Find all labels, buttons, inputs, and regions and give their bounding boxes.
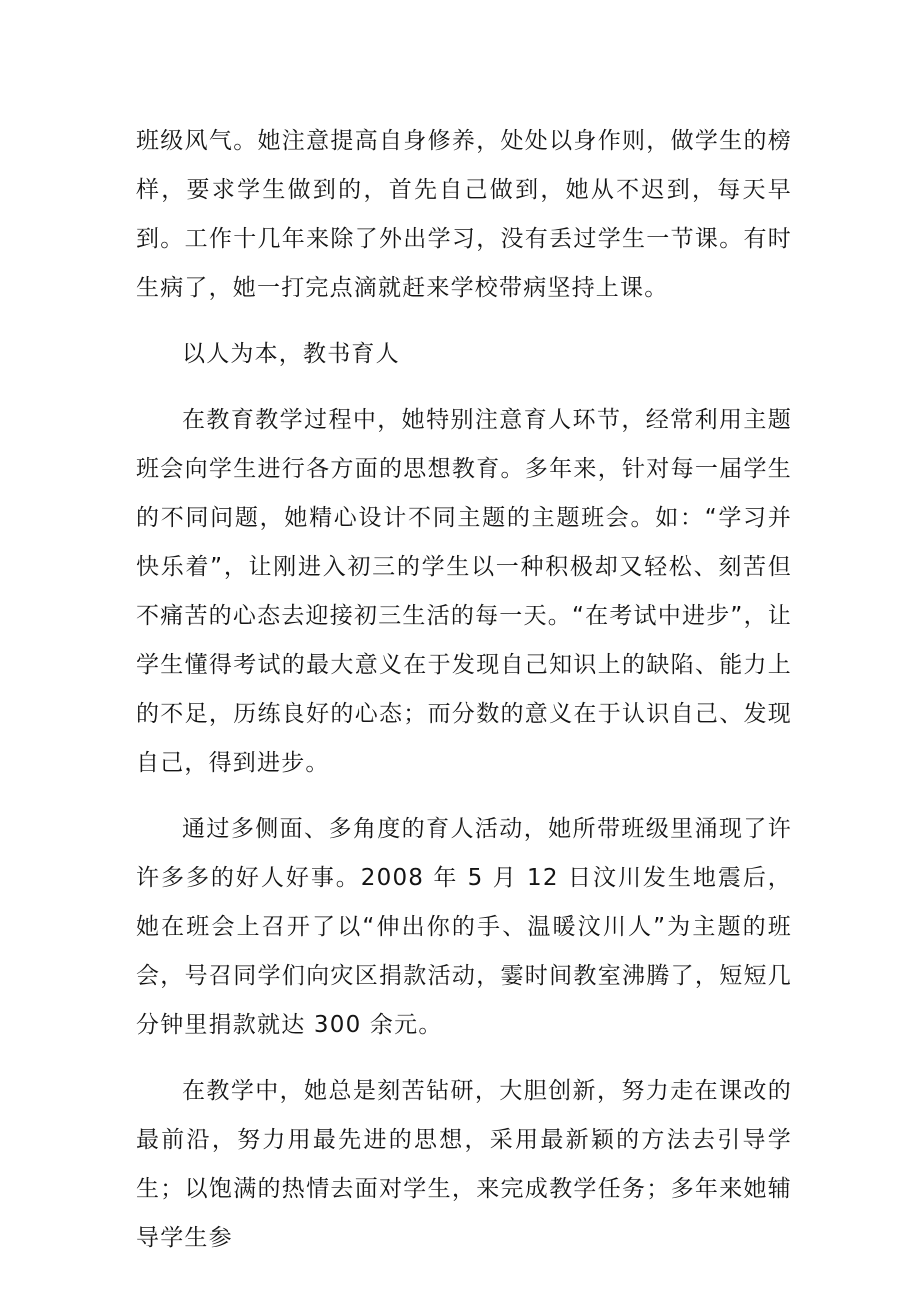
paragraph-theme-class-meetings: 在教育教学过程中，她特别注意育人环节，经常利用主题班会向学生进行各方面的思想教育。多年来，针对每一届学生的不同问题，她精心设计不同主题的主题班会。如：“学习并快乐着”，让刚进入初三的学生以一种积极却又轻松、刻苦但不痛苦的心态去迎接初三生活的每一天。“在考试中进步”，让学生懂得考试的最大意义在于发现自己知识上的缺陷、能力上的不足，历练良好的心态；而分数的意义在于认识自己、发现自己，得到进步。: [136, 407, 792, 776]
paragraph-teaching-innovation: 在教学中，她总是刻苦钻研，大胆创新，努力走在课改的最前沿，努力用最先进的思想，采用最新颖的方法去引导学生；以饱满的热情去面对学生，来完成教学任务；多年来她辅导学生参: [136, 1078, 792, 1251]
document-body: [136, 117, 792, 1280]
paragraph-class-atmosphere: 班级风气。她注意提高自身修养，处处以身作则，做学生的榜样，要求学生做到的，首先自己做到，她从不迟到，每天早到。工作十几年来除了外出学习，没有丢过学生一节课。有时生病了，她一打完点滴就赶来学校带病坚持上课。: [136, 128, 792, 301]
paragraph-earthquake-donation: 通过多侧面、多角度的育人活动，她所带班级里涌现了许许多多的好人好事。2008 年 5 月 12 日汶川发生地震后，她在班会上召开了以“伸出你的手、温暖汶川人”为主题的班会，号召同学们向灾区捐款活动，霎时间教室沸腾了，短短几分钟里捐款就达 300 余元。: [136, 816, 792, 1038]
section-heading-people-oriented: 以人为本，教书育人: [182, 341, 400, 367]
